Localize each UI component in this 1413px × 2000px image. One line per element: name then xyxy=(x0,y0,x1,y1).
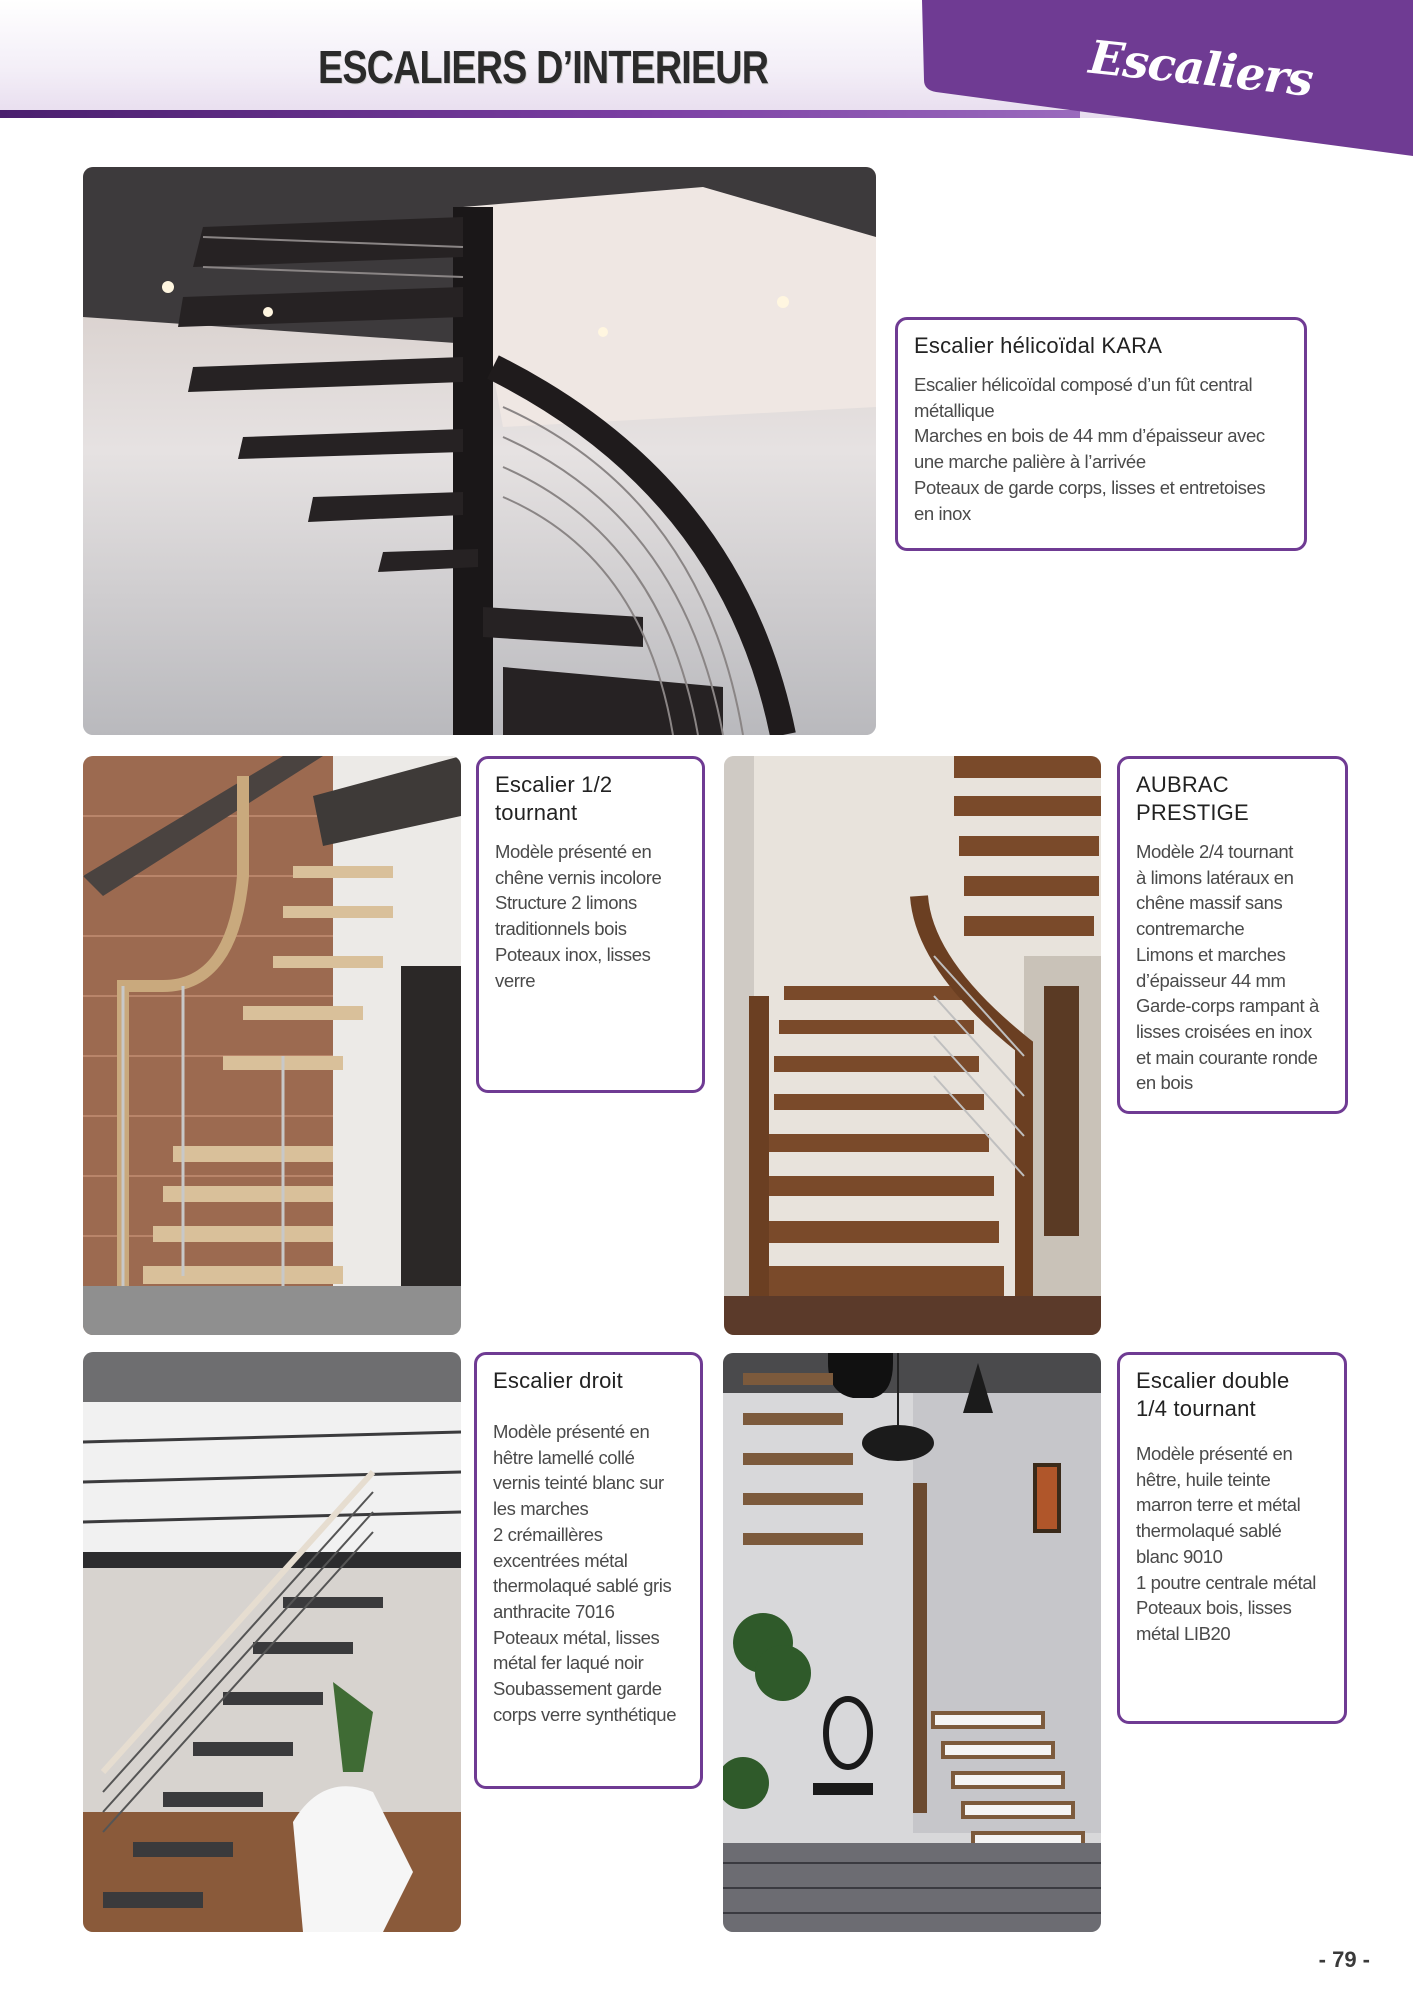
product-title-line: Escalier hélicoïdal KARA xyxy=(914,333,1163,358)
info-box-half-turn xyxy=(476,756,705,1093)
product-title xyxy=(1136,771,1331,827)
desc-line: Garde-corps rampant à xyxy=(1136,995,1319,1017)
product-title-line: 1/4 tournant xyxy=(1136,1396,1256,1421)
desc-line: anthracite 7016 xyxy=(493,1600,615,1622)
desc-line: 1 poutre centrale métal xyxy=(1136,1571,1317,1593)
desc-line: Modèle présenté en xyxy=(1136,1443,1293,1464)
product-title-line: Escalier 1/2 xyxy=(495,772,613,797)
desc-line: 2 crémaillères xyxy=(493,1523,603,1545)
desc-line: hêtre lamellé collé xyxy=(493,1446,635,1468)
desc-line: Modèle présenté en xyxy=(493,1421,650,1442)
desc-line: métal LIB20 xyxy=(1136,1622,1231,1644)
info-box-kara xyxy=(895,317,1307,551)
product-title xyxy=(914,332,1290,360)
desc-line: Structure 2 limons xyxy=(495,892,637,914)
product-title xyxy=(493,1367,686,1395)
photo-double-quarter-turn-staircase xyxy=(723,1353,1101,1932)
section-tab-label: Escaliers xyxy=(1086,29,1316,107)
product-description xyxy=(1136,1441,1330,1647)
desc-line: Modèle présenté en xyxy=(495,841,652,862)
desc-line: d’épaisseur 44 mm xyxy=(1136,969,1286,991)
desc-line: chêne vernis incolore xyxy=(495,866,662,888)
desc-line: Marches en bois de 44 mm d’épaisseur avec xyxy=(914,425,1265,447)
desc-line: chêne massif sans xyxy=(1136,892,1283,914)
product-title-line: Escalier double xyxy=(1136,1368,1290,1393)
desc-line: les marches xyxy=(493,1498,589,1520)
desc-line: thermolaqué sablé xyxy=(1136,1520,1282,1542)
info-box-aubrac xyxy=(1117,756,1348,1114)
desc-line: une marche palière à l’arrivée xyxy=(914,451,1146,473)
desc-line: Poteaux de garde corps, lisses et entretoises xyxy=(914,476,1266,498)
desc-line: Poteaux métal, lisses xyxy=(493,1626,660,1648)
desc-line: traditionnels bois xyxy=(495,918,627,940)
desc-line: verre xyxy=(495,969,536,991)
product-title-line: tournant xyxy=(495,800,578,825)
page-title: ESCALIERS D’INTERIEUR xyxy=(318,41,769,93)
product-description xyxy=(495,839,688,993)
desc-line: excentrées métal xyxy=(493,1549,628,1571)
desc-line: à limons latéraux en xyxy=(1136,866,1294,888)
desc-line: contremarche xyxy=(1136,918,1245,940)
desc-line: métallique xyxy=(914,399,995,421)
desc-line: thermolaqué sablé gris xyxy=(493,1575,672,1597)
desc-line: vernis teinté blanc sur xyxy=(493,1472,664,1494)
desc-line: et main courante ronde xyxy=(1136,1046,1318,1068)
product-title xyxy=(495,771,688,827)
desc-line: hêtre, huile teinte xyxy=(1136,1468,1271,1490)
photo-straight-staircase xyxy=(83,1352,461,1932)
desc-line: marron terre et métal xyxy=(1136,1494,1301,1516)
desc-line: Poteaux inox, lisses xyxy=(495,943,651,965)
desc-line: Modèle 2/4 tournant xyxy=(1136,841,1293,862)
desc-line: blanc 9010 xyxy=(1136,1545,1223,1567)
product-title-line: Escalier droit xyxy=(493,1368,623,1393)
desc-line: Soubassement garde xyxy=(493,1678,662,1700)
product-title xyxy=(1136,1367,1330,1423)
desc-line: lisses croisées en inox xyxy=(1136,1020,1312,1042)
product-description xyxy=(493,1419,686,1727)
photo-half-turn-staircase xyxy=(83,756,461,1335)
product-title-line: PRESTIGE xyxy=(1136,800,1249,825)
desc-line: Limons et marches xyxy=(1136,943,1286,965)
desc-line: en bois xyxy=(1136,1072,1193,1094)
desc-line: Escalier hélicoïdal composé d’un fût central xyxy=(914,374,1253,395)
product-title-line: AUBRAC xyxy=(1136,772,1229,797)
photo-helical-staircase xyxy=(83,167,876,735)
page-number: - 79 - xyxy=(1318,1947,1370,1972)
photo-aubrac-staircase xyxy=(724,756,1101,1335)
desc-line: métal fer laqué noir xyxy=(493,1652,644,1674)
info-box-double-quarter-turn xyxy=(1117,1352,1347,1724)
desc-line: corps verre synthétique xyxy=(493,1703,677,1725)
info-box-straight xyxy=(474,1352,703,1789)
desc-line: en inox xyxy=(914,502,971,524)
desc-line: Poteaux bois, lisses xyxy=(1136,1597,1292,1619)
product-description xyxy=(1136,839,1331,1096)
product-description xyxy=(914,372,1290,526)
